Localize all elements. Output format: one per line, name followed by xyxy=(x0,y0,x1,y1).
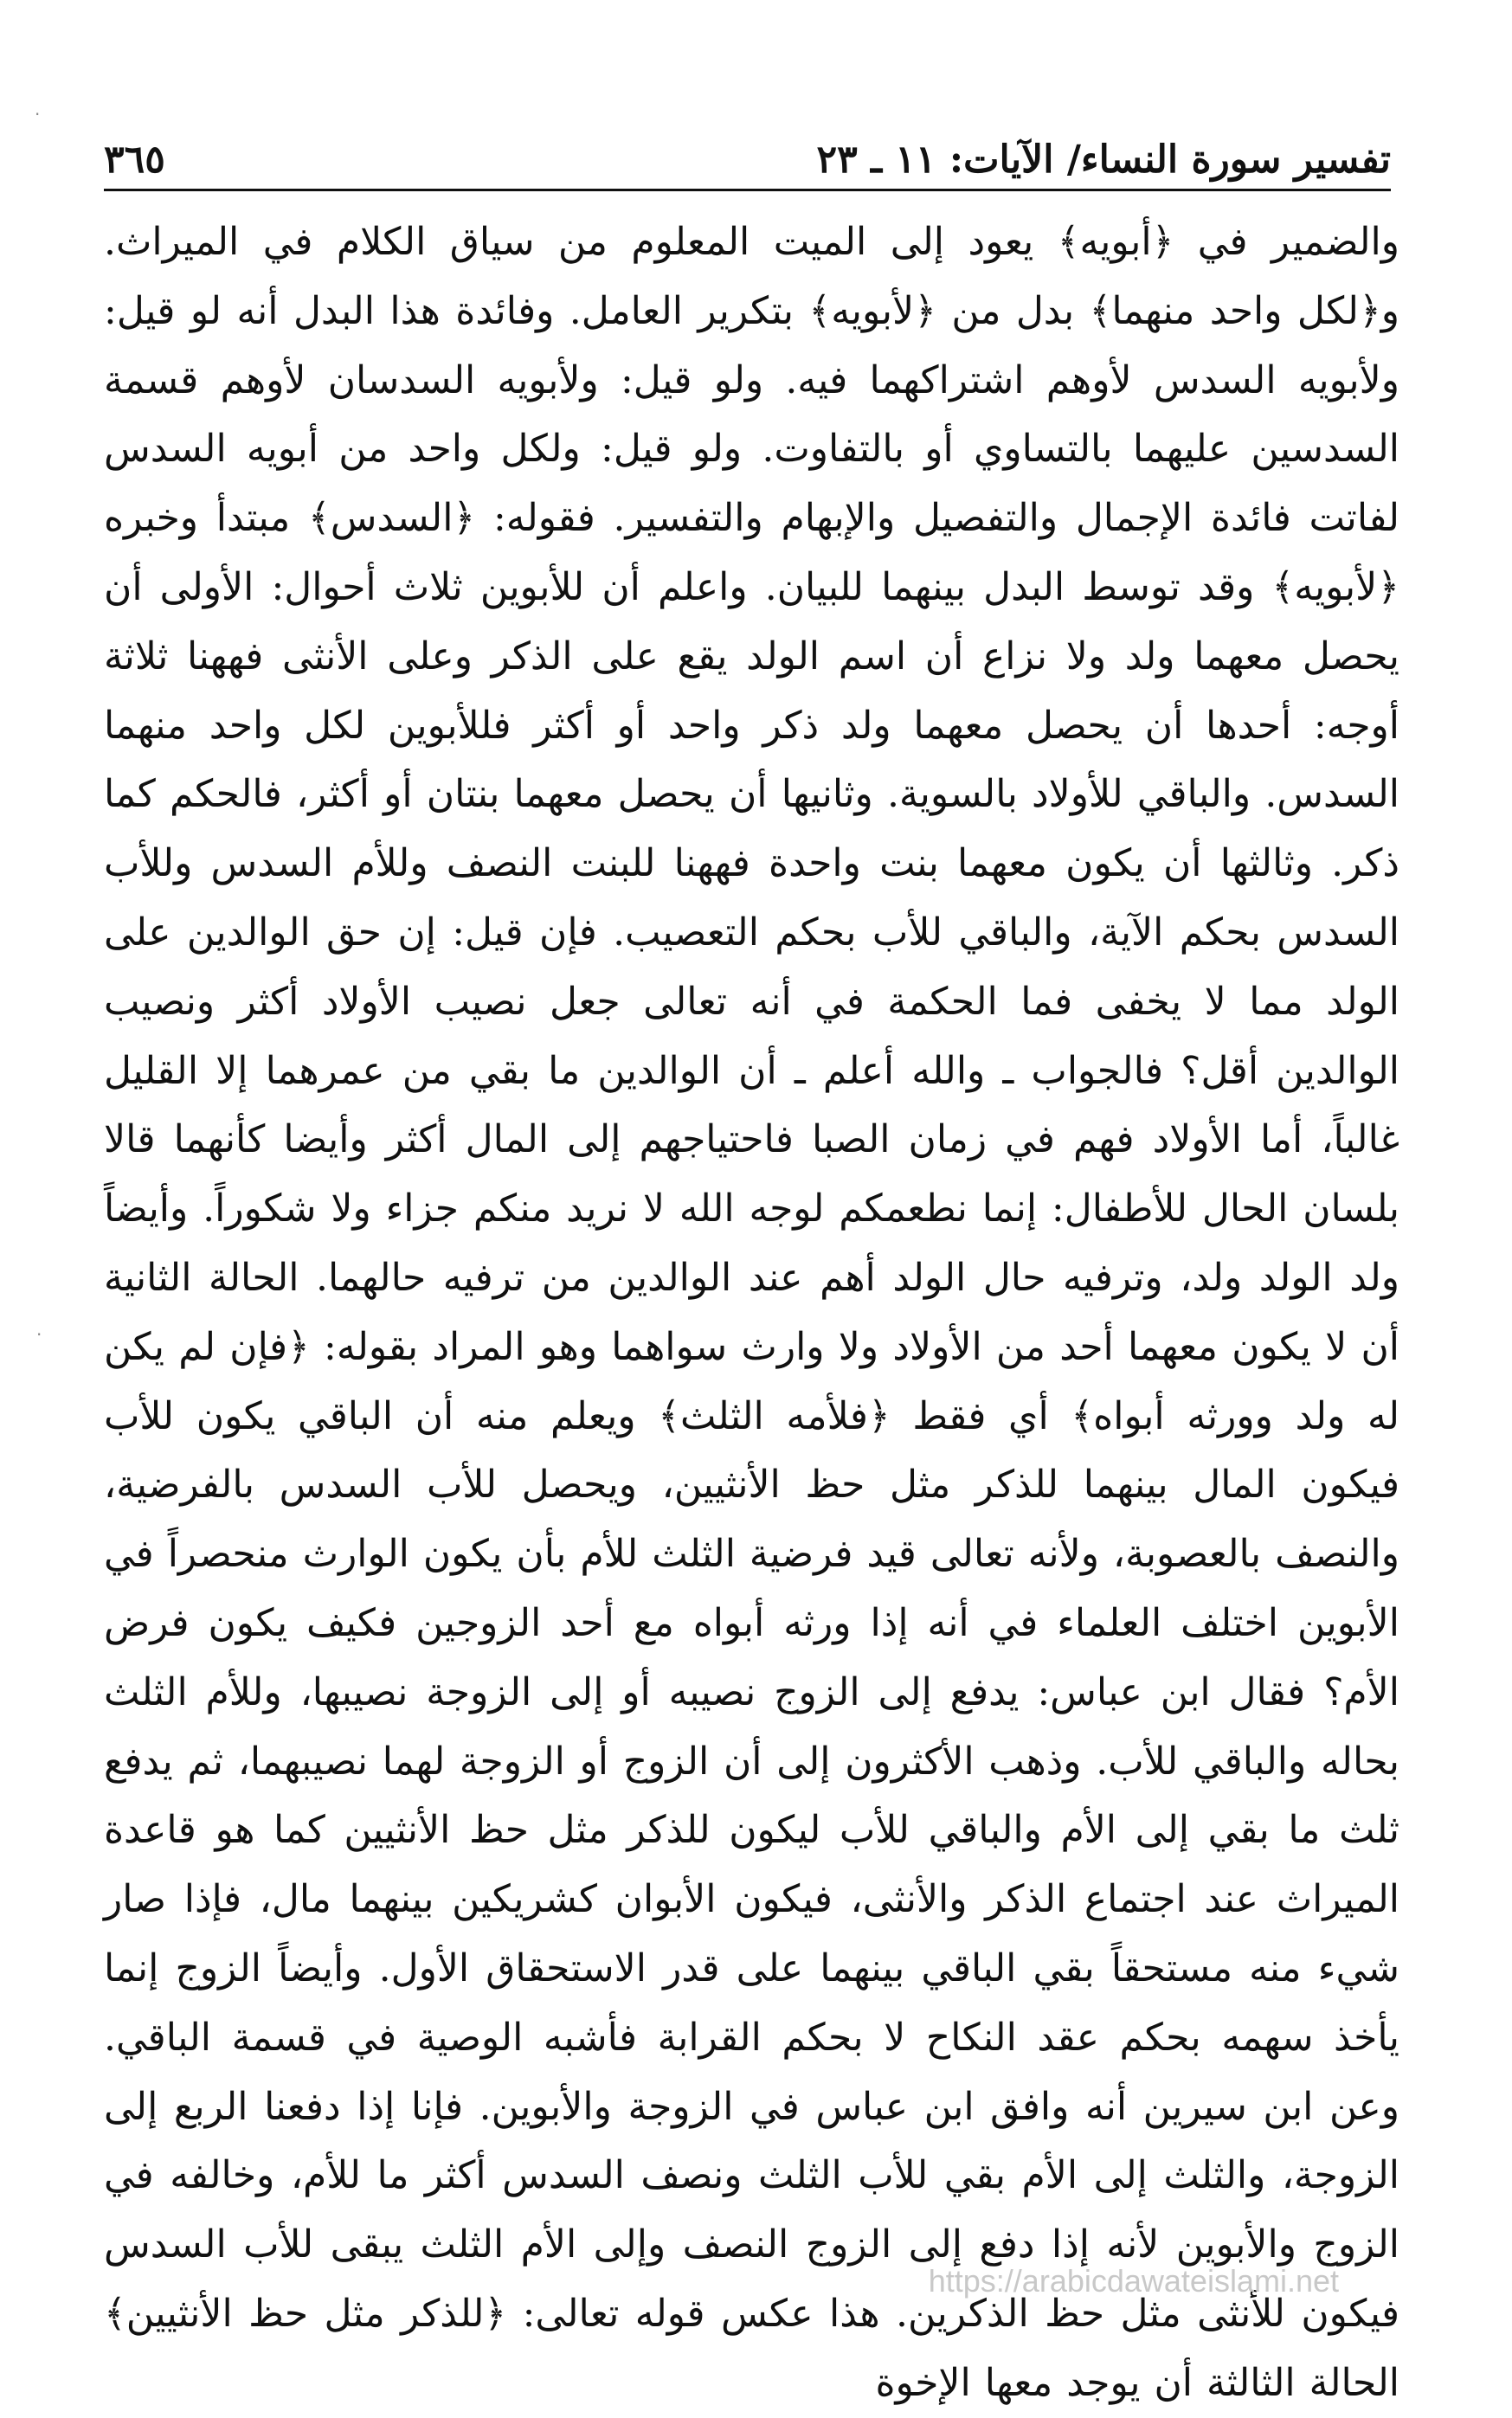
scan-speck: · xyxy=(35,104,41,125)
body-paragraph: والضمير في ﴿أبويه﴾ يعود إلى الميت المعلوم من سياق الكلام في الميراث. و﴿لكل واحد منهما﴾ بدل من ﴿لأبويه﴾ بتكرير العامل. وفائدة هذا البدل أنه لو قيل: ولأبويه السدس لأوهم اشتراكهما فيه. ولو قيل: ولأبويه السدسان لأوهم قسمة السدسين عليهما بالتساوي أو بالتفاوت. ولو قيل: ولكل واحد من أبويه السدس لفاتت فائدة الإجمال والتفصيل والإبهام والتفسير. فقوله: ﴿السدس﴾ مبتدأ وخبره ﴿لأبويه﴾ وقد توسط البدل بينهما للبيان. واعلم أن للأبوين ثلاث أحوال: الأولى أن يحصل معهما ولد ولا نزاع أن اسم الولد يقع على الذكر وعلى الأنثى فههنا ثلاثة أوجه: أحدها أن يحصل معهما ولد ذكر واحد أو أكثر فللأبوين لكل واحد منهما السدس. والباقي للأولاد بالسوية. وثانيها أن يحصل معهما بنتان أو أكثر، فالحكم كما ذكر. وثالثها أن يكون معهما بنت واحدة فههنا للبنت النصف وللأم السدس وللأب السدس بحكم الآية، والباقي للأب بحكم التعصيب. فإن قيل: إن حق الوالدين على الولد مما لا يخفى فما الحكمة في أنه تعالى جعل نصيب الأولاد أكثر ونصيب الوالدين أقل؟ فالجواب ـ والله أعلم ـ أن الوالدين ما بقي من عمرهما إلا القليل غالباً، أما الأولاد فهم في زمان الصبا فاحتياجهم إلى المال أكثر وأيضا كأنهما قالا بلسان الحال للأطفال: إنما نطعمكم لوجه الله لا نريد منكم جزاء ولا شكوراً. وأيضاً ولد الولد ولد، وترفيه حال الولد أهم عند الوالدين من ترفيه حالهما. الحالة الثانية أن لا يكون معهما أحد من الأولاد ولا وارث سواهما وهو المراد بقوله: ﴿فإن لم يكن له ولد وورثه أبواه﴾ أي فقط ﴿فلأمه الثلث﴾ ويعلم منه أن الباقي يكون للأب فيكون المال بينهما للذكر مثل حظ الأنثيين، ويحصل للأب السدس بالفرضية، والنصف بالعصوبة، ولأنه تعالى قيد فرضية الثلث للأم بأن يكون الوارث منحصراً في الأبوين اختلف العلماء في أنه إذا ورثه أبواه مع أحد الزوجين فكيف يكون فرض الأم؟ فقال ابن عباس: يدفع إلى الزوج نصيبه أو إلى الزوجة نصيبها، وللأم الثلث بحاله والباقي للأب. وذهب الأكثرون إلى أن الزوج أو الزوجة لهما نصيبهما، ثم يدفع ثلث ما بقي إلى الأم والباقي للأب ليكون للذكر مثل حظ الأنثيين كما هو قاعدة الميراث عند اجتماع الذكر والأنثى، فيكون الأبوان كشريكين بينهما مال، فإذا صار شيء منه مستحقاً بقي الباقي بينهما على قدر الاستحقاق الأول. وأيضاً الزوج إنما يأخذ سهمه بحكم عقد النكاح لا بحكم القرابة فأشبه الوصية في قسمة الباقي. وعن ابن سيرين أنه وافق ابن عباس في الزوجة والأبوين. فإنا إذا دفعنا الربع إلى الزوجة، والثلث إلى الأم بقي للأب الثلث ونصف السدس أكثر ما للأم، وخالفه في الزوج والأبوين لأنه إذا دفع إلى الزوج النصف وإلى الأم الثلث يبقى للأب السدس فيكون للأنثى مثل حظ الذكرين. هذا عكس قوله تعالى: ﴿للذكر مثل حظ الأنثيين﴾ الحالة الثالثة أن يوجد معها الإخوة xyxy=(104,220,1399,2405)
watermark-url: https://arabicdawateislami.net xyxy=(928,2263,1339,2299)
running-title: تفسير سورة النساء/ الآيات: ١١ ـ ٢٣ xyxy=(816,138,1391,182)
page-number: ٣٦٥ xyxy=(104,138,165,182)
scan-speck: · xyxy=(36,1324,42,1345)
page-header xyxy=(104,121,1391,182)
body-text-block xyxy=(104,208,1399,2418)
header-divider xyxy=(104,189,1391,191)
